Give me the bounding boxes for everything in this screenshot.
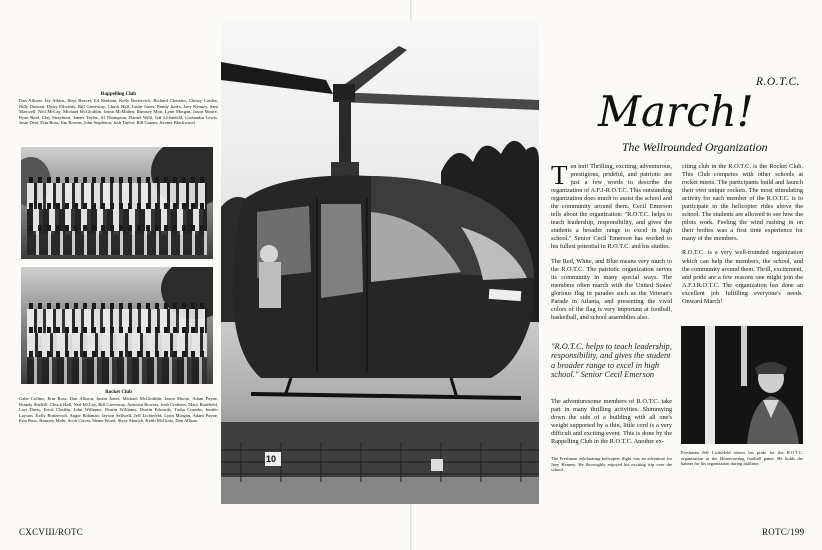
pull-quote: "R.O.T.C. helps to teach leadership, responsibility, and gives the student a broader range to excel in high school." Senior Cecil Emerson [551,342,672,380]
intro-paragraph [551,160,672,252]
rocket-club-photo [21,267,213,384]
subhead: The Wellrounded Organization [622,140,768,154]
left-folio: CXCVIII/ROTC [19,527,84,537]
rappelling-club-caption [19,92,218,125]
rappelling-club-title: Rappelling Club [100,92,137,97]
rocket-club-paragraph: citing club in the R.O.T.C. is the Rocket Club. This Club competes with other schools at rocket meets. The participants build and launch their own unique rockets. The most stimulating activity for each member of the R.O.T.C. is to participate in the helicopter rides above the school. The students are allowed to see how the pilots work. Feeling the wind rushing in on their bodies was a first time experience for many of the members. [682,163,803,243]
freshman-banner-photo [681,326,803,444]
fence-sign: 10 [266,454,277,464]
intro-text: en hut! Thrilling, exciting, adventurous, prestigious, prideful, and patriotic are just a few words to describe the organization of A.F.J-R.O.T.C. This outstanding organization does much to assist the school and the community around them. Cecil Emerson tells about the organization: "R.O.T.C. helps to teach leadership, responsibility, and gives the students a broader range to excel in high school." Senior Cecil Emerson has worked to his fullest potential in R.O.T.C. and his studies. [551,163,672,251]
rocket-club-title: Rocket Club [105,390,132,395]
helicopter-photo [221,22,539,504]
headline: March! [598,87,754,136]
article-column-1 [551,160,672,328]
helicopter-caption: The Freshman exhilarating helicopter flight was an adventure for Joey Kenney. He thoroughly enjoyed his exciting trip over the school. [551,456,672,473]
freshman-caption: Freshman Jeff Lichtefeld shows his pride for the R.O.T.C. organization at the Homecoming football game. He holds the banner for his organization during halftime. [681,450,803,467]
drop-cap: T [551,160,568,190]
rocket-club-caption [19,390,218,423]
freshman-illustration [681,326,803,444]
right-folio: ROTC/199 [762,527,805,537]
rocket-club-names: Gabe Collins, Erin Ross, Dan Allison, Justin Jones, Michael McGlothlin, Jason Moore, Adam Payne, Brandy Sheffill, Chuck Hall, Neil McCay, Bill Greenway, Antwain Bowers, Josh Crothers, Mary Bradfield, Lori Davis, Erick Chaffin, John Williams, Dustin Williams, Dustin Edwards, Tasha Crumbs, Jenifer Layson, Kelly Bottervich, Angie Bohanan, Jayson Sellwell, Jeff Lichtefeld, Lynn Morgan, Adam Payne, Erin Ross, Rumsey Mohr, Scott Criver, Shane Wood, Stacy Sharick, Keith McGinty, Dan Allison [19,396,218,424]
closing-paragraph: R.O.T.C. is a very well-rounded organization which can help the members, the school, and the community around them. Thrill, excitement, and pride are a few reasons one might join the A.F.J.R.O.T.C. The organization has done an excellent job fulfilling everyone's needs. Onward March! [682,249,803,305]
flag-paragraph: The Red, White, and Blue means very much to the R.O.T.C. The patriotic organization serves its community in many special ways. The members often march with the United States' glorious flag in parades such as the Veteran's Parade in Atlanta, and presenting the vivid colors of the flag is very important at football, basketball, and school assemblies also. [551,257,672,321]
helicopter-illustration [221,22,539,504]
article-column-2 [682,163,803,312]
section-label: R.O.T.C. [756,76,801,88]
rappelling-club-names: Dan Allison, Jay Atkins, Hoyt Beaver, Ed Benham, Kelly Bottervich, Richard Chastain, Christy Conley, Billy Duncan, Dusty Edwards, Bill Greenway, Chuck Hall, Justin Jones, Randy Jones, Joey Kenney, Sam Maxwell, Neil McCay, Michael McGlothlin, Jason McMahen, Rumsey Mott, Lynn Morgan, Jason Moore, Ryan Reid, Clay Strayhorn, James Taylor, Al Thompson, Daniel Wild, Jeff Lichtefeld, Cassandra Lewis, Josie Deal, Erin Ross, Jim Bowen, John Stapleton, Josh Taylor, Bill Garner, Jeremy Blackwood [19,98,218,126]
rappelling-club-photo [21,147,213,259]
activities-paragraph: The adventuresome members of R.O.T.C. take part in many thrilling activities. Shimmying down the side of a building with all one's weight supported by a thin, little cord is a very difficult and exciting event. This is done by the Rappelling Club in the R.O.T.C. Another ex- [551,398,672,446]
